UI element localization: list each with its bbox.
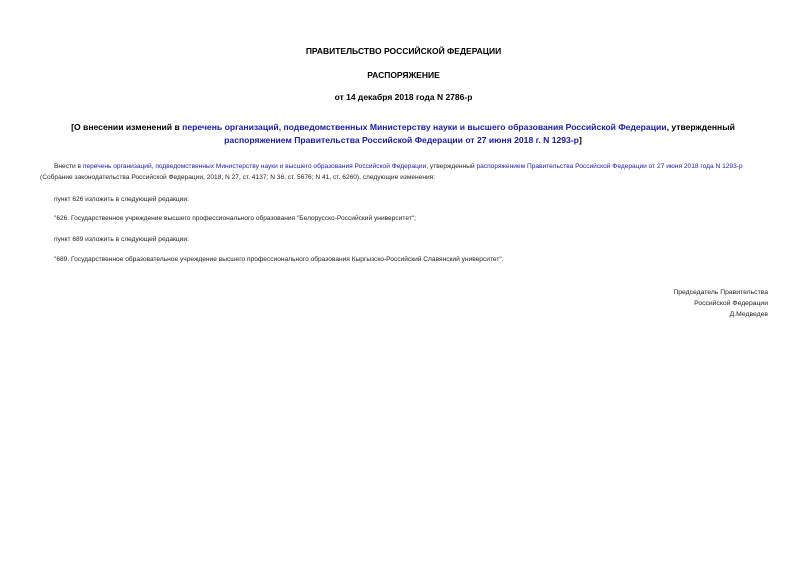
intro-link-decree-1293[interactable]: распоряжением Правительства Российской Федерации от 27 июня 2018 года N 1293-р xyxy=(476,163,743,170)
document-type-heading: РАСПОРЯЖЕНИЕ xyxy=(367,70,440,80)
title-link-decree-1293[interactable]: распоряжением Правительства Российской Федерации от 27 июня 2018 г. N 1293-р xyxy=(224,135,579,145)
title-text-middle: , утвержденный xyxy=(666,122,735,132)
intro-text-3: (Собрание законодательства Российской Федерации, 2018, N 27, ст. 4137; N 36, ст. 5676; N 41, ст. 6260), следующие изменения: xyxy=(40,173,436,181)
amendment-item: "626. Государственное учреждение высшего профессионального образования "Белорусско-Российский университет"; xyxy=(54,215,416,222)
amendment-item: пункт 689 изложить в следующей редакции: xyxy=(54,236,189,243)
document-title xyxy=(48,121,758,147)
signature-position: Председатель Правительства xyxy=(673,289,768,296)
intro-link-organizations-list[interactable]: перечень организаций, подведомственных Министерству науки и высшего образования Российской Федерации xyxy=(82,163,427,170)
date-number-heading: от 14 декабря 2018 года N 2786-р xyxy=(334,92,473,102)
amendment-item: пункт 626 изложить в следующей редакции: xyxy=(54,196,189,203)
signature-block xyxy=(673,288,768,320)
intro-paragraph xyxy=(40,162,768,183)
intro-text-1: Внести в xyxy=(54,163,83,170)
intro-text-2: , утвержденный xyxy=(426,163,477,170)
title-text-open: [О внесении изменений в xyxy=(71,122,183,132)
title-link-organizations-list[interactable]: перечень организаций, подведомственных Министерству науки и высшего образования Российской Федерации xyxy=(182,122,667,132)
amendment-item: "689. Государственное образовательное учреждение высшего профессионального образования Кыргызско-Российский Славянский университет". xyxy=(54,256,504,263)
signature-country: Российской Федерации xyxy=(694,299,768,307)
issuer-heading: ПРАВИТЕЛЬСТВО РОССИЙСКОЙ ФЕДЕРАЦИИ xyxy=(305,46,502,56)
title-text-close: ] xyxy=(578,135,582,145)
signature-name: Д.Медведев xyxy=(729,310,768,318)
